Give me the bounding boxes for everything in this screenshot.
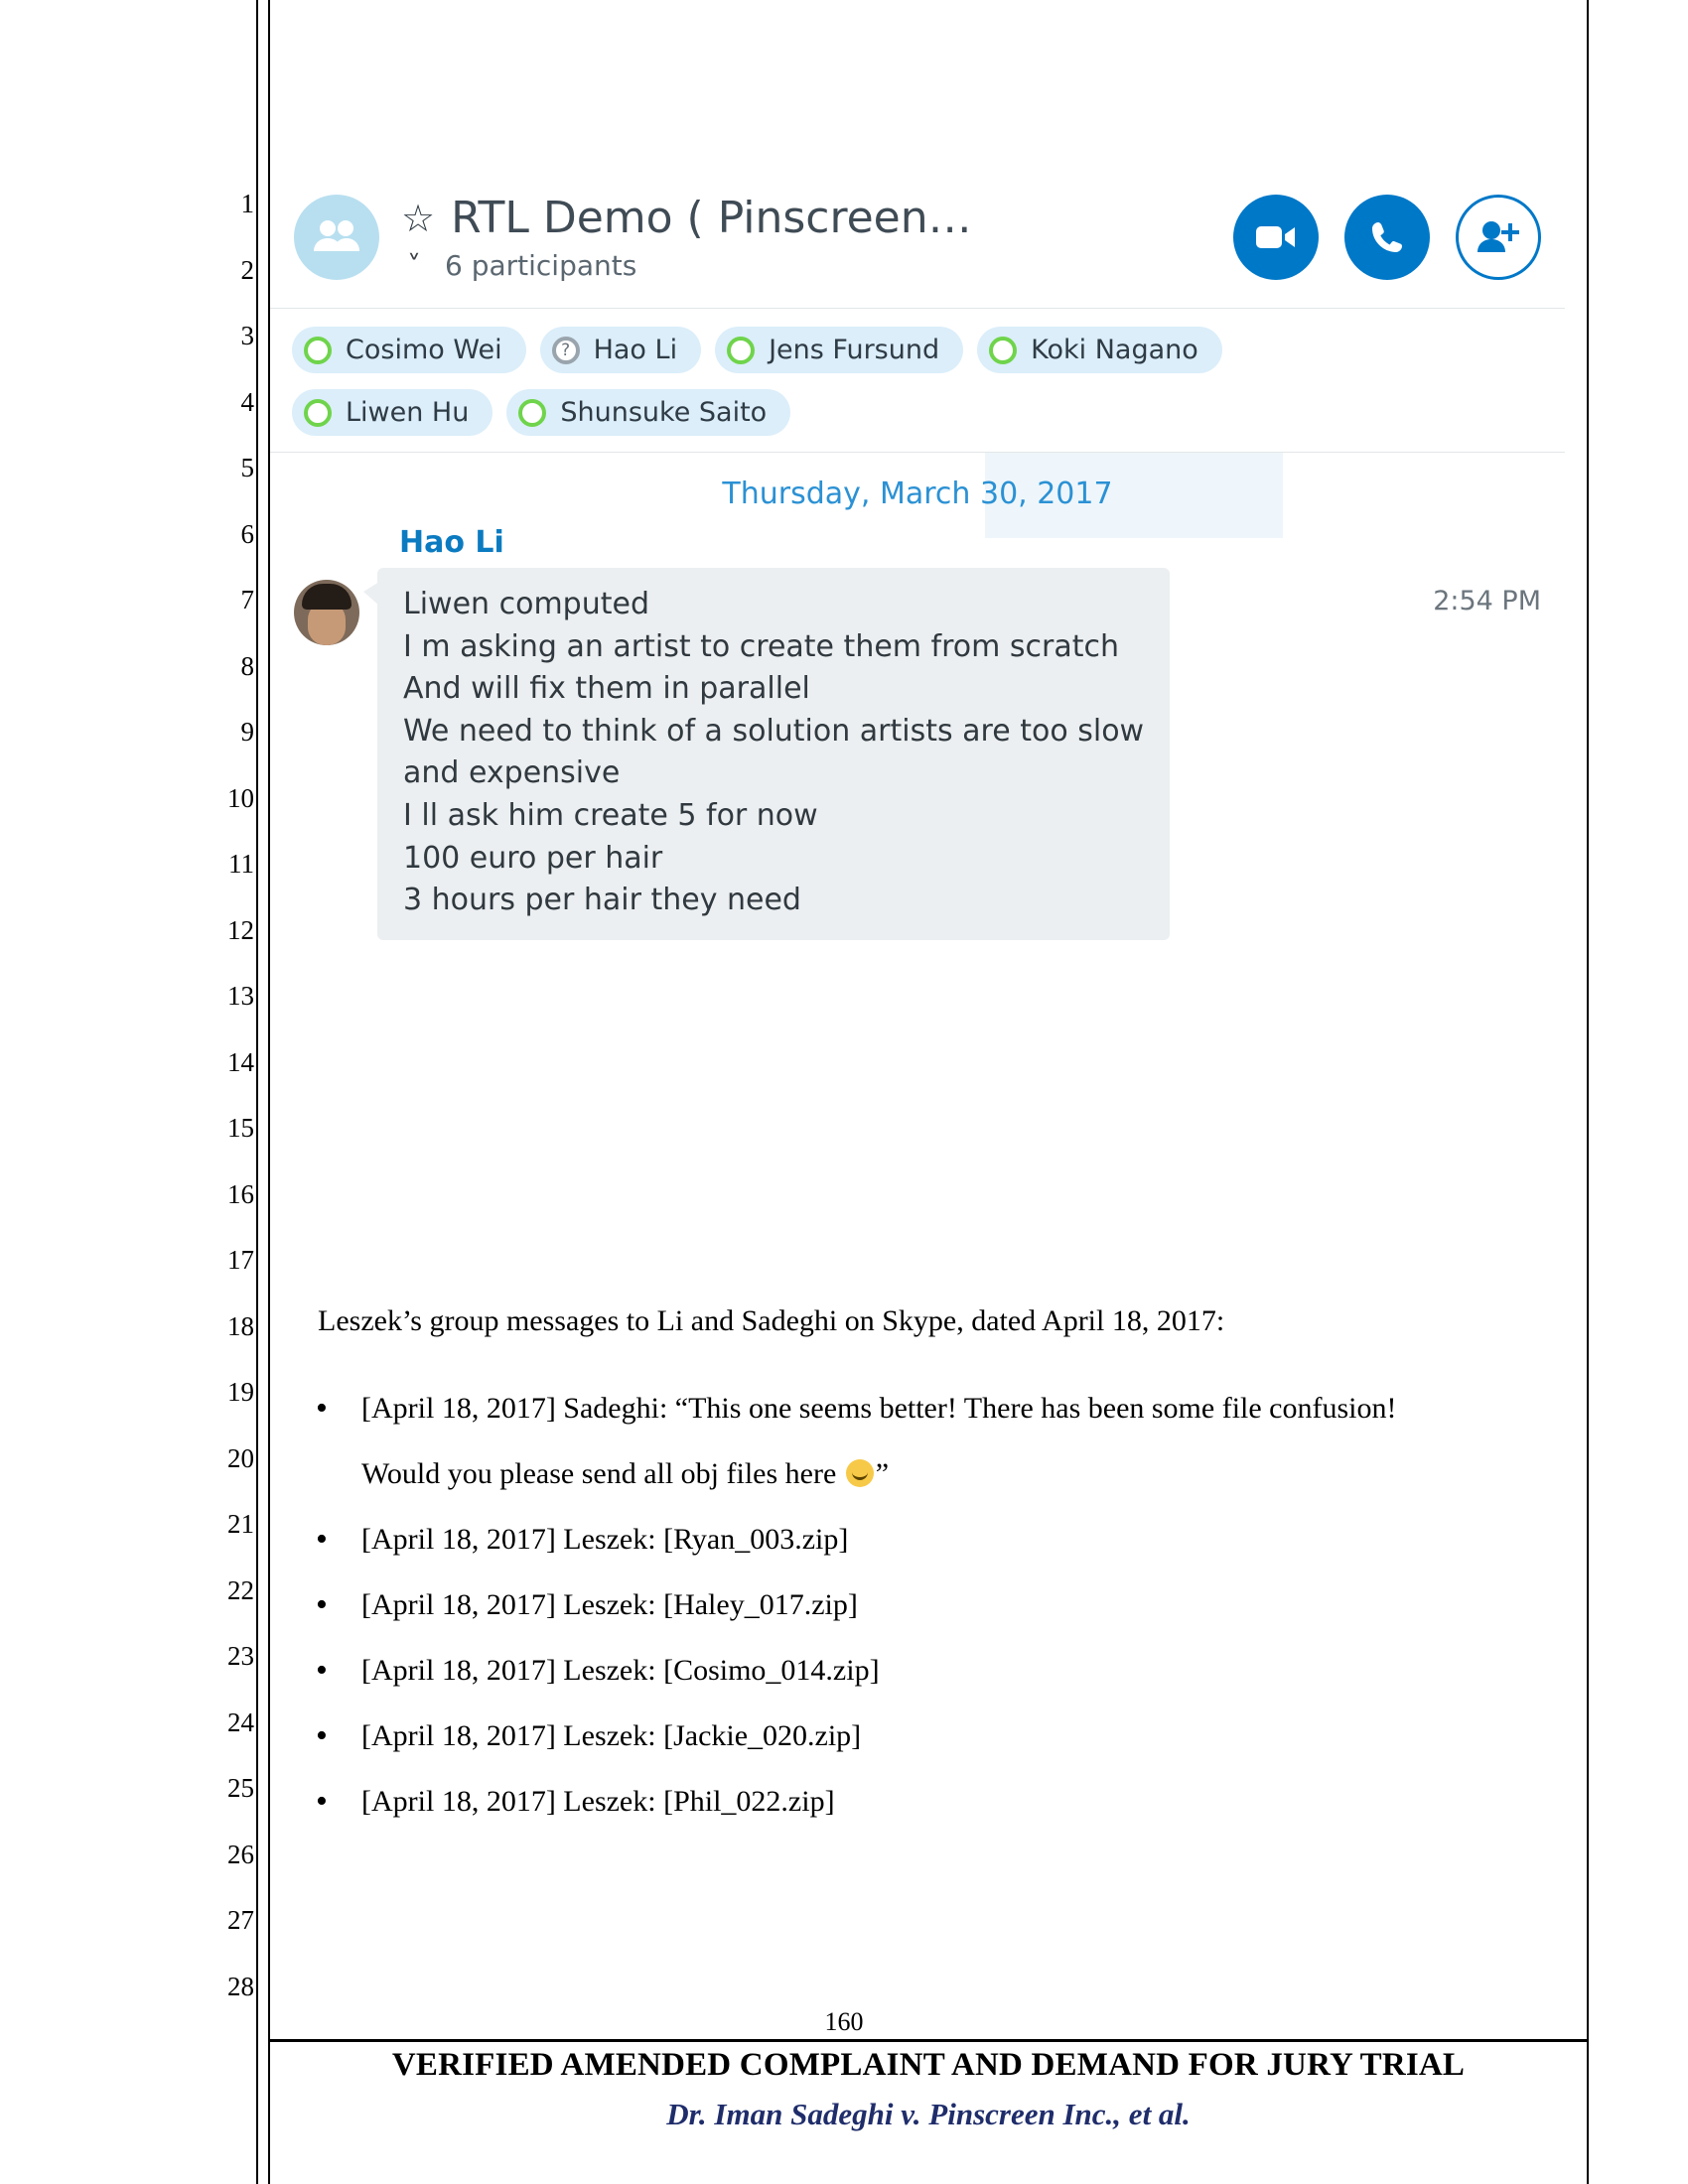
bullet-list [270, 1376, 1587, 1835]
chat-title: RTL Demo ( Pinscreen… [451, 193, 972, 243]
message-line: I m asking an artist to create them from scratch [403, 628, 1120, 664]
message-line: Liwen computed [403, 587, 649, 621]
line-number: 19 [227, 1377, 254, 1407]
line-number: 8 [240, 650, 254, 681]
list-item: • [April 18, 2017] Leszek: [Jackie_020.zip] [270, 1704, 1587, 1769]
message-timestamp: 2:54 PM [1433, 586, 1541, 616]
video-call-button[interactable] [1233, 195, 1319, 280]
line-number: 11 [228, 849, 254, 879]
line-number: 4 [240, 386, 254, 417]
presence-online-icon [518, 399, 546, 427]
presence-online-icon [304, 399, 332, 427]
participant-name: Shunsuke Saito [560, 397, 768, 428]
participant-chip-shunsuke-saito[interactable] [506, 389, 790, 436]
line-number: 3 [240, 321, 254, 350]
line-number: 17 [227, 1245, 254, 1275]
message-line: And will fix them in parallel [403, 671, 810, 707]
page-left-rule-outer [256, 0, 258, 2184]
bullet-text-quote-close: ” [875, 1457, 890, 1490]
presence-online-icon [989, 337, 1017, 364]
smiley-emoji-icon [846, 1459, 874, 1487]
skype-chat-screenshot [270, 177, 1565, 966]
line-number: 15 [227, 1113, 254, 1143]
chat-message [270, 521, 1565, 966]
participant-name: Hao Li [593, 335, 678, 365]
chat-action-buttons [1233, 195, 1541, 280]
line-number: 5 [240, 453, 254, 482]
list-item: • [April 18, 2017] Leszek: [Ryan_003.zip] [270, 1507, 1587, 1572]
line-number: 1 [240, 189, 254, 218]
avatar [294, 580, 359, 645]
message-line: We need to think of a solution artists are too slow [403, 713, 1145, 749]
list-item: • [April 18, 2017] Leszek: [Cosimo_014.zip] [270, 1638, 1587, 1704]
participant-chip-koki-nagano[interactable] [977, 327, 1222, 373]
add-person-icon [1476, 219, 1521, 255]
line-number: 7 [240, 585, 254, 614]
bullet-text-line-2: Would you please send all obj files here [361, 1457, 837, 1490]
chevron-down-icon[interactable]: ˅ [407, 248, 421, 282]
line-number-column [195, 189, 254, 2037]
footer-divider [270, 2039, 1587, 2042]
list-item [270, 1376, 1587, 1507]
line-number: 21 [227, 1509, 254, 1539]
message-line: and expensive [403, 755, 621, 791]
line-number: 28 [227, 1971, 254, 2001]
message-line: 3 hours per hair they need [403, 883, 801, 918]
chat-title-block [401, 193, 1213, 282]
line-number: 20 [227, 1442, 254, 1473]
group-avatar-icon [294, 195, 379, 280]
complaint-body [270, 1259, 1587, 1835]
line-number: 9 [240, 717, 254, 747]
line-number: 18 [227, 1310, 254, 1341]
participant-chip-cosimo-wei[interactable] [292, 327, 526, 373]
participant-name: Koki Nagano [1031, 335, 1198, 365]
chat-header [270, 177, 1565, 309]
list-item: • [April 18, 2017] Leszek: [Phil_022.zip] [270, 1769, 1587, 1835]
add-participant-button[interactable] [1456, 195, 1541, 280]
participant-chip-liwen-hu[interactable] [292, 389, 492, 436]
line-number: 6 [240, 518, 254, 549]
participant-name: Jens Fursund [769, 335, 940, 365]
presence-unknown-icon: ? [552, 337, 580, 364]
line-number: 24 [227, 1706, 254, 1737]
bullet-text-line-1: [April 18, 2017] Sadeghi: “This one seems better! There has been some file confusion! [361, 1392, 1397, 1425]
line-number: 25 [227, 1773, 254, 1803]
line-number: 16 [227, 1178, 254, 1209]
line-number: 27 [227, 1905, 254, 1935]
line-number: 2 [240, 254, 254, 285]
footer-title: VERIFIED AMENDED COMPLAINT AND DEMAND FOR JURY TRIAL [391, 2047, 1466, 2083]
intro-paragraph: Leszek’s group messages to Li and Sadeghi on Skype, dated April 18, 2017: [318, 1304, 1225, 1337]
line-number: 22 [227, 1574, 254, 1605]
presence-online-icon [304, 337, 332, 364]
date-separator-label: Thursday, March 30, 2017 [722, 477, 1113, 511]
line-number: 23 [227, 1641, 254, 1671]
message-line: I ll ask him create 5 for now [403, 797, 818, 833]
audio-call-button[interactable] [1344, 195, 1430, 280]
favorite-star-icon[interactable]: ☆ [401, 196, 436, 240]
line-number: 12 [227, 914, 254, 945]
phone-icon [1368, 218, 1406, 256]
list-item: • [April 18, 2017] Leszek: [Haley_017.zip] [270, 1572, 1587, 1638]
presence-online-icon [727, 337, 755, 364]
page-right-rule [1587, 0, 1589, 2184]
page-number: 160 [824, 2007, 864, 2036]
participant-name: Cosimo Wei [346, 335, 502, 365]
participant-name: Liwen Hu [346, 397, 470, 428]
participant-chip-jens-fursund[interactable] [715, 327, 963, 373]
message-line: 100 euro per hair [403, 840, 663, 876]
line-number: 13 [227, 981, 254, 1011]
message-sender-name: Hao Li [399, 525, 504, 560]
video-camera-icon [1254, 222, 1298, 252]
line-number: 14 [227, 1046, 254, 1077]
participant-chip-list [270, 309, 1565, 453]
date-separator [270, 453, 1565, 521]
line-number: 10 [227, 782, 254, 813]
page-content [270, 0, 1587, 2184]
participants-count: 6 participants [445, 249, 637, 282]
footer-case-caption: Dr. Iman Sadeghi v. Pinscreen Inc., et al. [666, 2097, 1191, 2131]
message-bubble [377, 568, 1170, 940]
line-number: 26 [227, 1839, 254, 1869]
participant-chip-hao-li[interactable] [540, 327, 702, 373]
